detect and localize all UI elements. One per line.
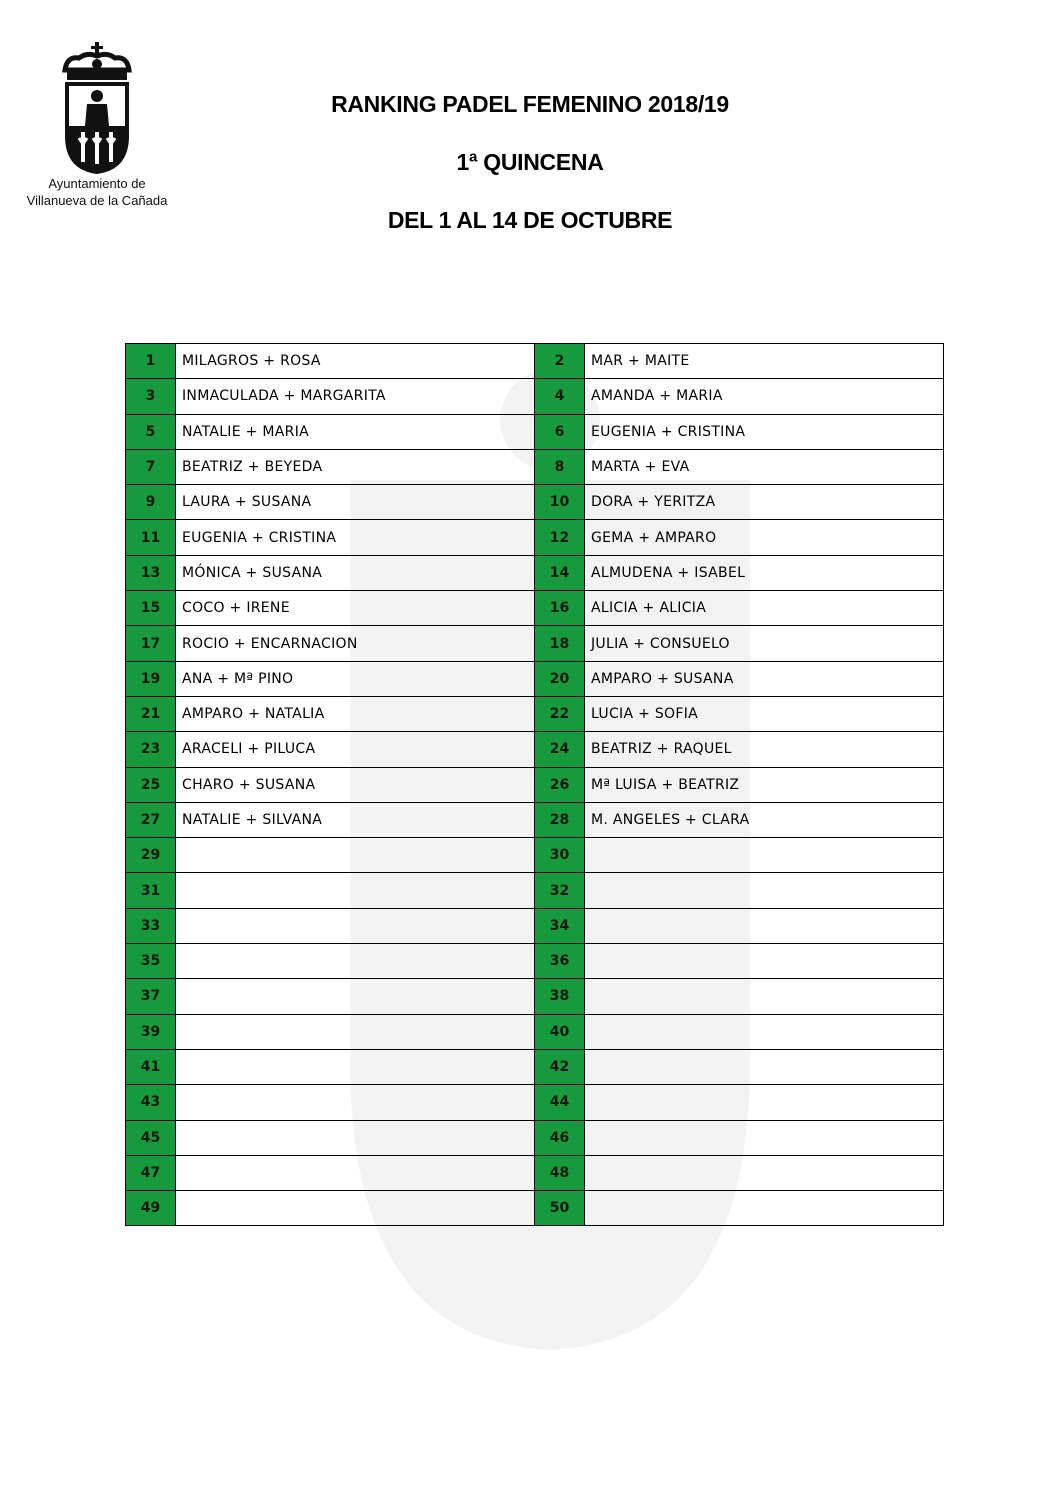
rank-number: 21	[126, 696, 176, 731]
ranking-table-body	[126, 344, 944, 1226]
table-row	[126, 1085, 944, 1120]
logo-line-1: Ayuntamiento de	[48, 176, 146, 191]
rank-number: 11	[126, 520, 176, 555]
rank-number: 49	[126, 1191, 176, 1226]
pair-name: NATALIE + MARIA	[176, 414, 535, 449]
table-row	[126, 555, 944, 590]
rank-number: 28	[535, 802, 585, 837]
pair-name	[176, 1191, 535, 1226]
pair-name: NATALIE + SILVANA	[176, 802, 535, 837]
rank-number: 47	[126, 1155, 176, 1190]
pair-name: BEATRIZ + BEYEDA	[176, 449, 535, 484]
rank-number: 15	[126, 591, 176, 626]
pair-name: MARTA + EVA	[585, 449, 944, 484]
page-title: RANKING PADEL FEMENINO 2018/19	[331, 91, 729, 117]
rank-number: 16	[535, 591, 585, 626]
pair-name	[176, 979, 535, 1014]
rank-number: 8	[535, 449, 585, 484]
table-row	[126, 696, 944, 731]
table-row	[126, 802, 944, 837]
rank-number: 32	[535, 873, 585, 908]
table-row	[126, 485, 944, 520]
pair-name: Mª LUISA + BEATRIZ	[585, 767, 944, 802]
rank-number: 2	[535, 344, 585, 379]
table-row	[126, 979, 944, 1014]
rank-number: 39	[126, 1014, 176, 1049]
rank-number: 13	[126, 555, 176, 590]
pair-name: ARACELI + PILUCA	[176, 732, 535, 767]
municipal-logo	[22, 40, 172, 220]
rank-number: 37	[126, 979, 176, 1014]
pair-name: AMPARO + NATALIA	[176, 696, 535, 731]
table-row	[126, 344, 944, 379]
rank-number: 24	[535, 732, 585, 767]
table-row	[126, 520, 944, 555]
pair-name: MILAGROS + ROSA	[176, 344, 535, 379]
table-row	[126, 838, 944, 873]
rank-number: 48	[535, 1155, 585, 1190]
pair-name	[176, 944, 535, 979]
rank-number: 33	[126, 908, 176, 943]
pair-name: CHARO + SUSANA	[176, 767, 535, 802]
pair-name	[176, 1085, 535, 1120]
rank-number: 35	[126, 944, 176, 979]
pair-name	[585, 1155, 944, 1190]
rank-number: 5	[126, 414, 176, 449]
table-row	[126, 1014, 944, 1049]
table-row	[126, 1049, 944, 1084]
ranking-table	[125, 343, 944, 1226]
pair-name: LAURA + SUSANA	[176, 485, 535, 520]
table-row	[126, 626, 944, 661]
pair-name	[585, 944, 944, 979]
pair-name: M. ANGELES + CLARA	[585, 802, 944, 837]
pair-name: EUGENIA + CRISTINA	[585, 414, 944, 449]
rank-number: 9	[126, 485, 176, 520]
pair-name: EUGENIA + CRISTINA	[176, 520, 535, 555]
document-header	[300, 88, 760, 262]
pair-name: GEMA + AMPARO	[585, 520, 944, 555]
pair-name	[176, 1120, 535, 1155]
rank-number: 36	[535, 944, 585, 979]
rank-number: 18	[535, 626, 585, 661]
rank-number: 12	[535, 520, 585, 555]
rank-number: 38	[535, 979, 585, 1014]
pair-name: DORA + YERITZA	[585, 485, 944, 520]
rank-number: 6	[535, 414, 585, 449]
pair-name: INMACULADA + MARGARITA	[176, 379, 535, 414]
pair-name	[585, 1014, 944, 1049]
rank-number: 3	[126, 379, 176, 414]
table-row	[126, 767, 944, 802]
pair-name: ALICIA + ALICIA	[585, 591, 944, 626]
pair-name	[585, 1085, 944, 1120]
rank-number: 34	[535, 908, 585, 943]
table-row	[126, 414, 944, 449]
pair-name: ALMUDENA + ISABEL	[585, 555, 944, 590]
pair-name	[585, 873, 944, 908]
pair-name: LUCIA + SOFIA	[585, 696, 944, 731]
pair-name: COCO + IRENE	[176, 591, 535, 626]
pair-name: MÓNICA + SUSANA	[176, 555, 535, 590]
rank-number: 26	[535, 767, 585, 802]
pair-name	[176, 908, 535, 943]
table-row	[126, 379, 944, 414]
rank-number: 29	[126, 838, 176, 873]
rank-number: 30	[535, 838, 585, 873]
table-row	[126, 873, 944, 908]
rank-number: 41	[126, 1049, 176, 1084]
pair-name	[585, 1120, 944, 1155]
logo-line-2: Villanueva de la Cañada	[26, 193, 168, 208]
pair-name	[585, 1191, 944, 1226]
pair-name: JULIA + CONSUELO	[585, 626, 944, 661]
rank-number: 7	[126, 449, 176, 484]
pair-name	[585, 1049, 944, 1084]
table-row	[126, 732, 944, 767]
rank-number: 42	[535, 1049, 585, 1084]
pair-name: AMPARO + SUSANA	[585, 661, 944, 696]
rank-number: 50	[535, 1191, 585, 1226]
rank-number: 45	[126, 1120, 176, 1155]
table-row	[126, 449, 944, 484]
rank-number: 20	[535, 661, 585, 696]
rank-number: 43	[126, 1085, 176, 1120]
rank-number: 31	[126, 873, 176, 908]
rank-number: 44	[535, 1085, 585, 1120]
rank-number: 1	[126, 344, 176, 379]
rank-number: 22	[535, 696, 585, 731]
table-row	[126, 1191, 944, 1226]
rank-number: 23	[126, 732, 176, 767]
pair-name	[176, 838, 535, 873]
pair-name	[585, 838, 944, 873]
pair-name: AMANDA + MARIA	[585, 379, 944, 414]
pair-name	[176, 873, 535, 908]
rank-number: 46	[535, 1120, 585, 1155]
pair-name: MAR + MAITE	[585, 344, 944, 379]
pair-name: BEATRIZ + RAQUEL	[585, 732, 944, 767]
pair-name	[176, 1155, 535, 1190]
rank-number: 4	[535, 379, 585, 414]
rank-number: 10	[535, 485, 585, 520]
rank-number: 40	[535, 1014, 585, 1049]
pair-name: ROCIO + ENCARNACION	[176, 626, 535, 661]
rank-number: 25	[126, 767, 176, 802]
pair-name	[176, 1014, 535, 1049]
pair-name	[585, 908, 944, 943]
table-row	[126, 908, 944, 943]
table-row	[126, 1120, 944, 1155]
period-label: 1ª QUINCENA	[456, 149, 604, 175]
rank-number: 19	[126, 661, 176, 696]
table-row	[126, 944, 944, 979]
rank-number: 27	[126, 802, 176, 837]
rank-number: 14	[535, 555, 585, 590]
table-row	[126, 591, 944, 626]
table-row	[126, 661, 944, 696]
rank-number: 17	[126, 626, 176, 661]
pair-name	[176, 1049, 535, 1084]
pair-name	[585, 979, 944, 1014]
table-row	[126, 1155, 944, 1190]
date-range: DEL 1 AL 14 DE OCTUBRE	[387, 207, 673, 233]
pair-name: ANA + Mª PINO	[176, 661, 535, 696]
coat-of-arms-icon	[57, 40, 137, 175]
